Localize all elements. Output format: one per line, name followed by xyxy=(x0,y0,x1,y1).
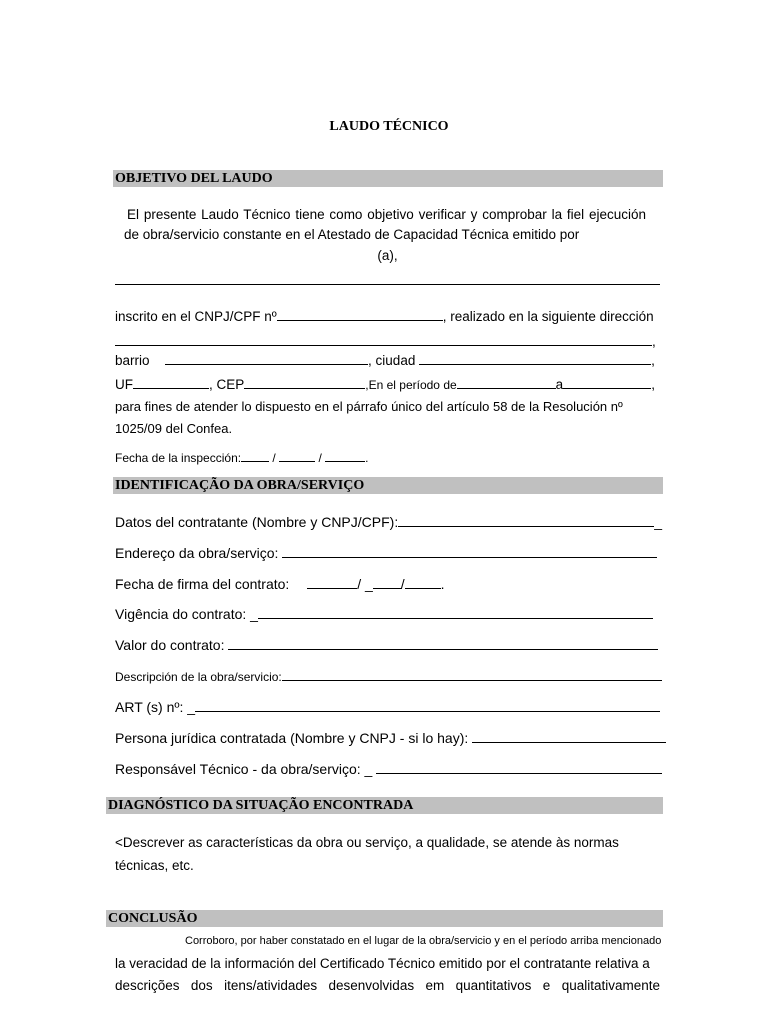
vigencia-label: Vigência do contrato: xyxy=(115,606,247,622)
comma: , xyxy=(651,377,655,392)
endereco-field[interactable] xyxy=(282,543,657,558)
underscore: _ xyxy=(654,514,663,530)
periodo-end-field[interactable] xyxy=(563,374,651,389)
cnpj-label: inscrito en el CNPJ/CPF nº xyxy=(115,309,277,324)
diagnostico-line-2: técnicas, etc. xyxy=(115,858,194,873)
responsavel-label: Responsável Técnico - da obra/serviço: xyxy=(115,761,361,777)
valor-label: Valor do contrato: xyxy=(115,637,225,653)
fecha-inspeccion-row xyxy=(115,447,660,467)
cep-label: , CEP xyxy=(209,377,245,392)
conclusao-line-3: descrições dos itens/atividades desenvolvidas em quantitativos e qualitativamente xyxy=(115,978,660,993)
direccion-field[interactable] xyxy=(115,331,652,346)
firma-year-field[interactable] xyxy=(405,574,441,589)
contratante-field[interactable] xyxy=(398,512,654,527)
uf-field[interactable] xyxy=(133,374,209,389)
ciudad-label: , ciudad xyxy=(368,353,416,368)
firma-month-field[interactable] xyxy=(373,574,401,589)
conclusao-line-2: la veracidad de la información del Certificado Técnico emitido por el contratante relativa a xyxy=(115,956,650,971)
comma: , xyxy=(651,353,655,368)
slash: / xyxy=(318,451,322,465)
section-header-diagnostico: DIAGNÓSTICO DA SITUAÇÃO ENCONTRADA xyxy=(106,797,663,814)
uf-label: UF xyxy=(115,377,133,392)
cep-field[interactable] xyxy=(244,374,365,389)
comma: , xyxy=(652,334,656,349)
fines-line-2: 1025/09 del Confea. xyxy=(115,421,233,436)
periodo-label: ,En el período de xyxy=(365,378,457,392)
document-title: LAUDO TÉCNICO xyxy=(329,119,449,134)
cnpj-field[interactable] xyxy=(277,306,443,321)
responsavel-field[interactable] xyxy=(376,759,662,774)
objetivo-text-line-3: (a), xyxy=(377,248,398,263)
responsavel-row xyxy=(115,759,660,778)
underscore: _ xyxy=(364,761,373,777)
fecha-year-field[interactable] xyxy=(325,447,365,462)
fecha-month-field[interactable] xyxy=(279,447,315,462)
underscore: _ xyxy=(364,576,373,592)
fines-line-1: para fines de atender lo dispuesto en el párrafo único del artículo 58 de la Resolución nº xyxy=(115,399,623,414)
section-header-identificacao: IDENTIFICAÇÃO DA OBRA/SERVIÇO xyxy=(113,477,663,494)
firma-day-field[interactable] xyxy=(307,574,357,589)
slash: / xyxy=(357,576,362,592)
slash: / xyxy=(272,451,276,465)
periodo-a-label: a xyxy=(555,377,564,392)
ciudad-field[interactable] xyxy=(419,350,651,365)
art-field[interactable] xyxy=(195,697,660,712)
direccion-label: , realizado en la siguiente dirección xyxy=(442,309,654,324)
art-label: ART (s) nº: xyxy=(115,699,184,715)
fecha-day-field[interactable] xyxy=(241,447,269,462)
section-header-conclusao: CONCLUSÃO xyxy=(106,910,663,927)
cnpj-row xyxy=(115,306,660,326)
barrio-row xyxy=(115,350,660,370)
fecha-firma-label: Fecha de firma del contrato: xyxy=(115,576,290,592)
underscore: _ xyxy=(250,606,258,622)
valor-row xyxy=(115,635,660,654)
diagnostico-line-1: <Descrever as características da obra ou serviço, a qualidade, se atende às normas xyxy=(115,835,619,850)
contratante-row xyxy=(115,512,663,531)
vigencia-row xyxy=(115,604,660,623)
valor-field[interactable] xyxy=(228,635,658,650)
emissor-field[interactable] xyxy=(115,270,660,285)
endereco-label: Endereço da obra/serviço: xyxy=(115,545,279,561)
underscore: _ xyxy=(187,699,196,715)
direccion-row xyxy=(115,331,660,351)
persona-label: Persona jurídica contratada (Nombre y CNPJ - si lo hay): xyxy=(115,730,469,746)
persona-row xyxy=(115,728,660,747)
persona-field[interactable] xyxy=(472,728,666,743)
uf-cep-row xyxy=(115,374,660,394)
descripcion-label: Descripción de la obra/servicio: xyxy=(115,670,282,684)
periodo-start-field[interactable] xyxy=(457,374,556,389)
barrio-label: barrio xyxy=(115,353,150,368)
barrio-field[interactable] xyxy=(165,350,368,365)
art-row xyxy=(115,697,660,716)
descripcion-field[interactable] xyxy=(282,666,662,681)
vigencia-field[interactable] xyxy=(258,604,653,619)
endereco-row xyxy=(115,543,660,562)
period: . xyxy=(440,576,445,592)
objetivo-text-line-2: de obra/servicio constante en el Atestado de Capacidad Técnica emitido por xyxy=(124,227,580,242)
fecha-inspeccion-label: Fecha de la inspección: xyxy=(115,451,242,465)
descripcion-row xyxy=(115,666,660,686)
slash: / xyxy=(400,576,405,592)
period: . xyxy=(365,451,369,465)
objetivo-text-line-1: El presente Laudo Técnico tiene como objetivo verificar y comprobar la fiel ejecución xyxy=(127,207,646,222)
emissor-blank-row xyxy=(115,270,660,290)
contratante-label: Datos del contratante (Nombre y CNPJ/CPF): xyxy=(115,514,399,530)
conclusao-line-1: Corroboro, por haber constatado en el lugar de la obra/servicio y en el período arriba mencionado xyxy=(185,935,662,947)
fecha-firma-row xyxy=(115,574,660,593)
section-header-objetivo: OBJETIVO DEL LAUDO xyxy=(113,170,663,187)
